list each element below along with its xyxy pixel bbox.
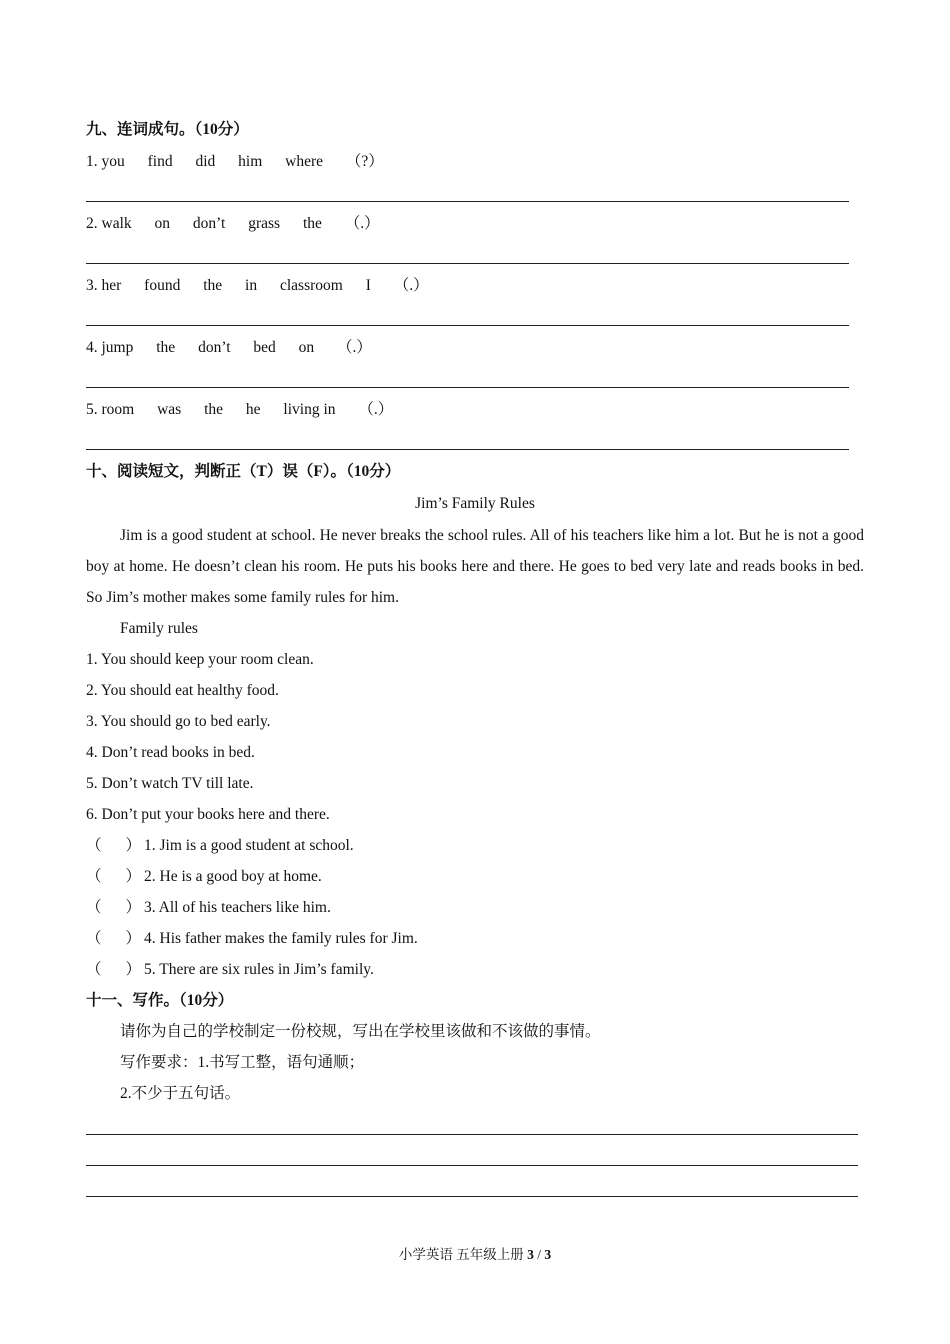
tf-statement: （ ） 1. Jim is a good student at school.	[86, 837, 354, 854]
writing-requirement-1: 写作要求：1.书写工整，语句通顺；	[120, 1054, 365, 1071]
section9-item-4: 4. jump the don’t bed on （.）	[86, 339, 372, 356]
writing-line[interactable]	[86, 1134, 858, 1135]
rule-item: 6. Don’t put your books here and there.	[86, 806, 330, 823]
page-footer: 小学英语 五年级上册 3 / 3	[398, 1247, 552, 1262]
rule-item: 4. Don’t read books in bed.	[86, 744, 255, 761]
rule-item: 2. You should eat healthy food.	[86, 682, 279, 699]
answer-bracket[interactable]: （ ）	[86, 961, 142, 978]
section9-item-2: 2. walk on don’t grass the （.）	[86, 215, 380, 232]
answer-line[interactable]	[86, 263, 849, 264]
answer-bracket[interactable]: （ ）	[86, 930, 142, 947]
writing-requirement-2: 2.不少于五句话。	[120, 1085, 241, 1102]
rule-item: 3. You should go to bed early.	[86, 713, 271, 730]
section11-heading: 十一、写作。（10分）	[86, 992, 234, 1009]
rule-item: 5. Don’t watch TV till late.	[86, 775, 254, 792]
writing-line[interactable]	[86, 1196, 858, 1197]
answer-line[interactable]	[86, 449, 849, 450]
answer-line[interactable]	[86, 325, 849, 326]
rules-label: Family rules	[120, 620, 198, 637]
answer-line[interactable]	[86, 201, 849, 202]
section9-item-5: 5. room was the he living in （.）	[86, 401, 394, 418]
answer-bracket[interactable]: （ ）	[86, 868, 142, 885]
section9-heading: 九、连词成句。（10分）	[86, 121, 249, 138]
writing-line[interactable]	[86, 1165, 858, 1166]
tf-statement: （ ） 4. His father makes the family rules for Jim.	[86, 930, 418, 947]
section10-heading: 十、阅读短文，判断正（T）误（F）。（10分）	[86, 463, 401, 480]
tf-statement: （ ） 5. There are six rules in Jim’s family.	[86, 961, 374, 978]
tf-statement: （ ） 3. All of his teachers like him.	[86, 899, 331, 916]
section9-item-3: 3. her found the in classroom I （.）	[86, 277, 429, 294]
answer-line[interactable]	[86, 387, 849, 388]
answer-bracket[interactable]: （ ）	[86, 837, 142, 854]
section9-item-1: 1. you find did him where （?）	[86, 153, 384, 170]
page-number: 3	[527, 1247, 534, 1262]
page-total: 3	[544, 1247, 552, 1262]
passage-title: Jim’s Family Rules	[415, 495, 535, 512]
writing-prompt: 请你为自己的学校制定一份校规，写出在学校里该做和不该做的事情。	[120, 1023, 601, 1040]
tf-statement: （ ） 2. He is a good boy at home.	[86, 868, 322, 885]
answer-bracket[interactable]: （ ）	[86, 899, 142, 916]
rule-item: 1. You should keep your room clean.	[86, 651, 314, 668]
passage-paragraph: Jim is a good student at school. He never breaks the school rules. All of his teachers like him a lot. But he is not a good boy at home. He doesn’t clean his room. He puts his books here and there. He goes to bed very late and reads books in bed. So Jim’s mother makes some family rules for him.	[86, 527, 864, 606]
